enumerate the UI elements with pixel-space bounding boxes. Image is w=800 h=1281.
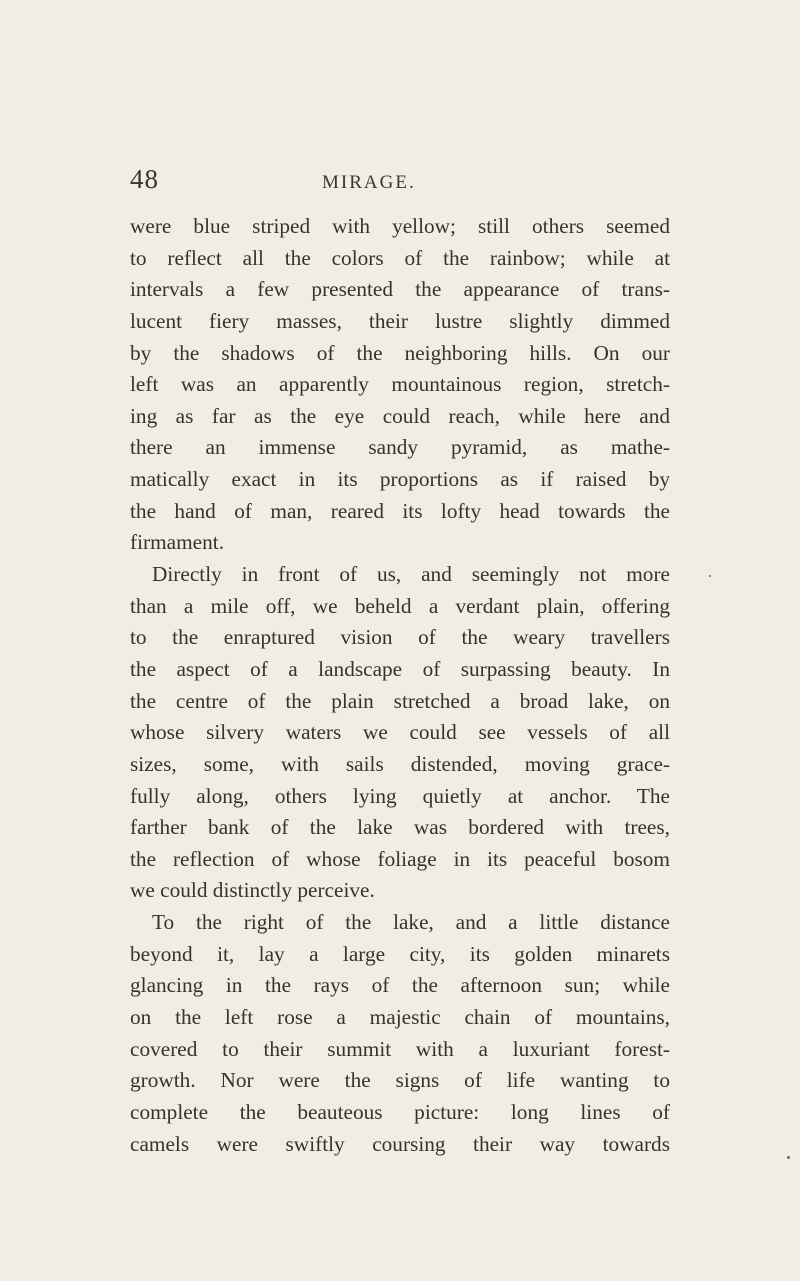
text-line: than a mile off, we beheld a verdant plain, offering [130, 593, 670, 618]
text-line: To the right of the lake, and a little distance [152, 910, 670, 935]
text-line: firmament. [130, 530, 225, 555]
text-line: camels were swiftly coursing their way towards [130, 1131, 670, 1156]
text-line: farther bank of the lake was bordered with trees, [130, 815, 670, 840]
text-line: glancing in the rays of the afternoon sun; while [130, 973, 670, 998]
text-line: ing as far as the eye could reach, while here and [130, 403, 670, 428]
running-head [130, 164, 670, 204]
text-line: whose silvery waters we could see vessels of all [130, 720, 670, 745]
page-number: 48 [130, 164, 159, 194]
text-line: we could distinctly perceive. [130, 878, 375, 903]
text-line: left was an apparently mountainous region, stretch- [130, 372, 670, 397]
text-line: beyond it, lay a large city, its golden minarets [130, 941, 670, 966]
running-title: MIRAGE. [322, 172, 416, 193]
text-line: were blue striped with yellow; still others seemed [130, 214, 670, 238]
text-line: there an immense sandy pyramid, as mathe- [130, 435, 670, 460]
text-line: matically exact in its proportions as if raised by [130, 467, 670, 492]
paper-speck [787, 1156, 790, 1159]
text-line: fully along, others lying quietly at anchor. The [130, 783, 670, 808]
text-line: by the shadows of the neighboring hills. On our [130, 340, 670, 365]
text-line: Directly in front of us, and seemingly not more [152, 562, 670, 587]
text-line: the centre of the plain stretched a broad lake, on [130, 688, 670, 713]
text-line: covered to their summit with a luxuriant forest- [130, 1036, 670, 1061]
text-line: intervals a few presented the appearance of trans- [130, 277, 670, 302]
text-line: lucent fiery masses, their lustre slightly dimmed [130, 308, 670, 333]
text-line: on the left rose a majestic chain of mountains, [130, 1005, 670, 1030]
text-line: the hand of man, reared its lofty head towards the [130, 498, 670, 523]
text-line: to reflect all the colors of the rainbow; while at [130, 245, 670, 270]
text-line: the reflection of whose foliage in its peaceful bosom [130, 846, 670, 871]
text-line: growth. Nor were the signs of life wanting to [130, 1068, 670, 1093]
text-line: sizes, some, with sails distended, moving grace- [130, 751, 670, 776]
text-line: complete the beauteous picture: long lines of [130, 1099, 670, 1124]
text-line: the aspect of a landscape of surpassing beauty. In [130, 656, 670, 681]
text-line: to the enraptured vision of the weary travellers [130, 625, 670, 650]
body-text [130, 211, 670, 1160]
paper-speck [709, 575, 711, 577]
